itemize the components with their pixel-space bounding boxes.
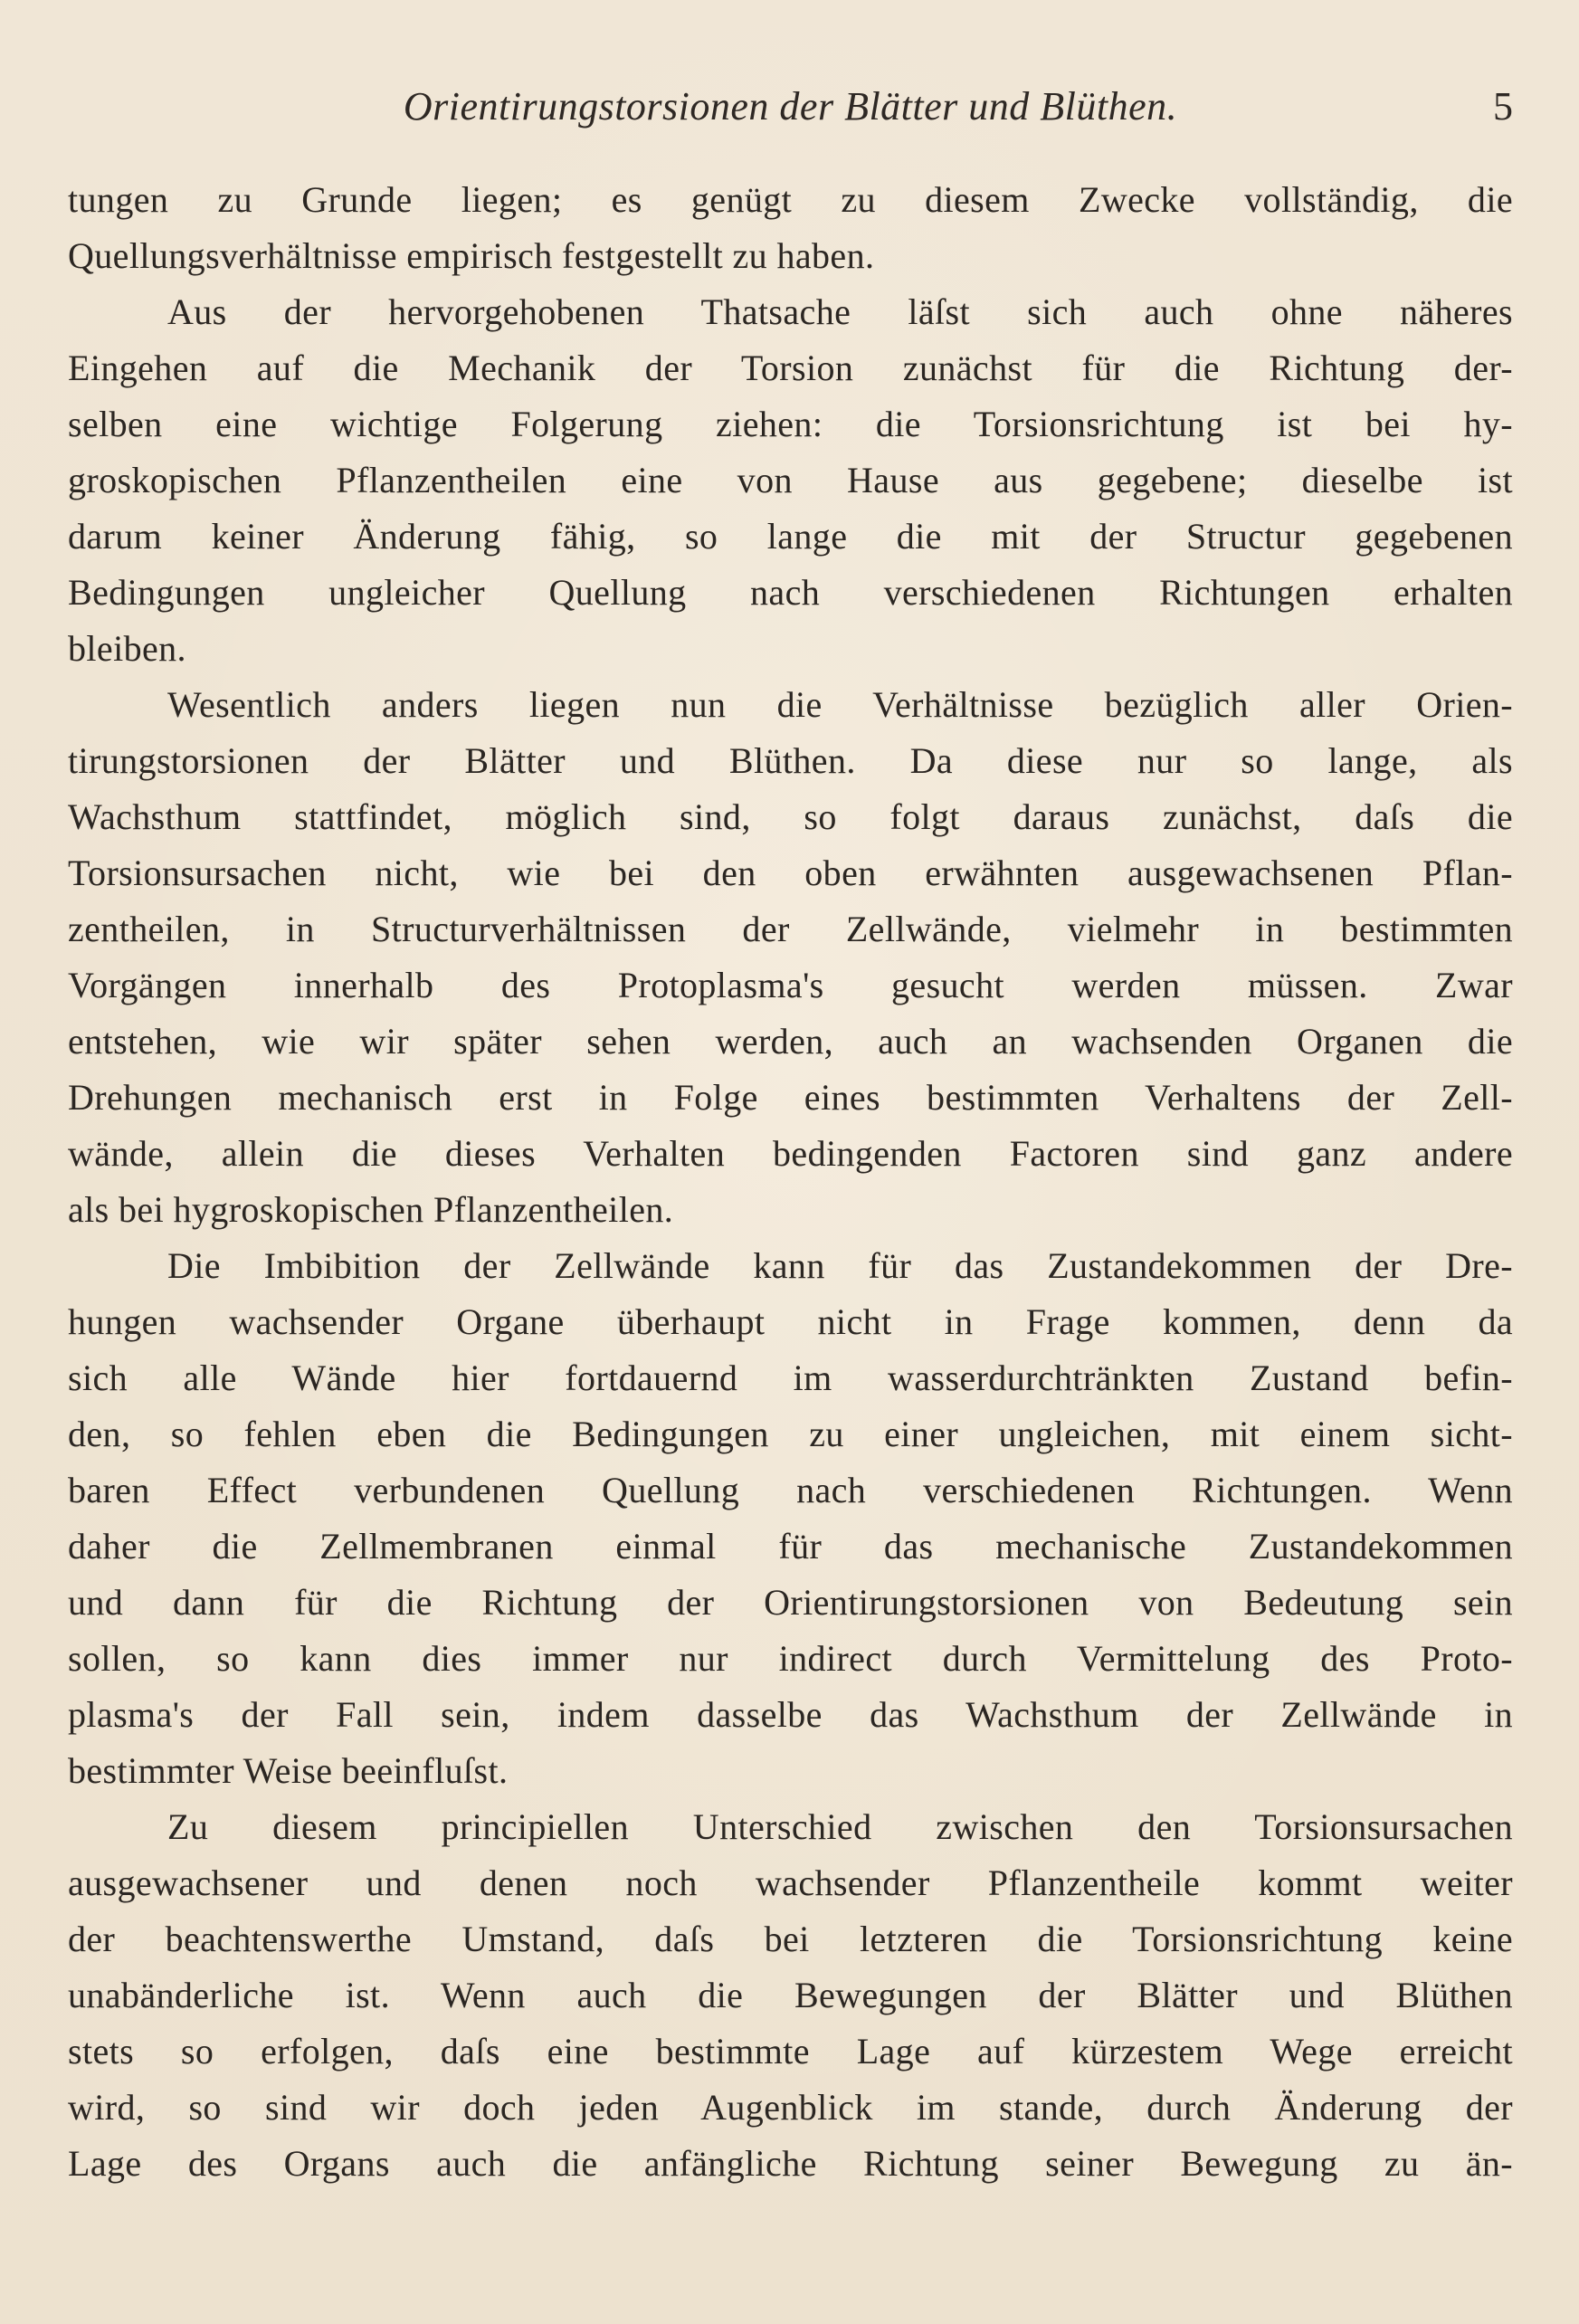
text-line: Die Imbibition der Zellwände kann für das Zustandekommen der Dre- bbox=[167, 1245, 1513, 1286]
page-header bbox=[68, 80, 1513, 134]
text-line: Lage des Organs auch die anfängliche Richtung seiner Bewegung zu än- bbox=[68, 2143, 1513, 2184]
text-line: tirungstorsionen der Blätter und Blüthen. Da diese nur so lange, als bbox=[68, 740, 1513, 781]
text-line: bleiben. bbox=[68, 628, 186, 669]
text-line: stets so erfolgen, daſs eine bestimmte Lage auf kürzestem Wege erreicht bbox=[68, 2031, 1513, 2072]
text-line: als bei hygroskopischen Pflanzentheilen. bbox=[68, 1189, 674, 1230]
text-line: darum keiner Änderung fähig, so lange die mit der Structur gegebenen bbox=[68, 516, 1513, 557]
text-line: plasma's der Fall sein, indem dasselbe das Wachsthum der Zellwände in bbox=[68, 1694, 1513, 1735]
text-line: Torsionsursachen nicht, wie bei den oben erwähnten ausgewachsenen Pflan- bbox=[68, 852, 1513, 893]
text-line: Quellungsverhältnisse empirisch festgestellt zu haben. bbox=[68, 235, 875, 276]
text-line: und dann für die Richtung der Orientirungstorsionen von Bedeutung sein bbox=[68, 1582, 1513, 1623]
running-title: Orientirungstorsionen der Blätter und Blüthen. bbox=[403, 84, 1178, 129]
text-line: ausgewachsener und denen noch wachsender Pflanzentheile kommt weiter bbox=[68, 1862, 1513, 1903]
text-line: baren Effect verbundenen Quellung nach verschiedenen Richtungen. Wenn bbox=[68, 1470, 1513, 1510]
text-line: zentheilen, in Structurverhältnissen der Zellwände, vielmehr in bestimmten bbox=[68, 909, 1513, 949]
text-line: Drehungen mechanisch erst in Folge eines bestimmten Verhaltens der Zell- bbox=[68, 1077, 1513, 1118]
text-line: wände, allein die dieses Verhalten bedingenden Factoren sind ganz andere bbox=[68, 1133, 1513, 1174]
page-number: 5 bbox=[1493, 84, 1513, 129]
text-line: wird, so sind wir doch jeden Augenblick im stande, durch Änderung der bbox=[68, 2087, 1513, 2128]
text-line: tungen zu Grunde liegen; es genügt zu diesem Zwecke vollständig, die bbox=[68, 179, 1513, 220]
text-line: daher die Zellmembranen einmal für das mechanische Zustandekommen bbox=[68, 1526, 1513, 1567]
text-line: Wesentlich anders liegen nun die Verhältnisse bezüglich aller Orien- bbox=[167, 684, 1513, 725]
body-text bbox=[68, 172, 1513, 2192]
text-line: Bedingungen ungleicher Quellung nach verschiedenen Richtungen erhalten bbox=[68, 572, 1513, 613]
text-line: bestimmter Weise beeinfluſst. bbox=[68, 1750, 509, 1791]
text-line: der beachtenswerthe Umstand, daſs bei letzteren die Torsionsrichtung keine bbox=[68, 1919, 1513, 1959]
text-line: Vorgängen innerhalb des Protoplasma's gesucht werden müssen. Zwar bbox=[68, 965, 1513, 1005]
text-line: Zu diesem principiellen Unterschied zwischen den Torsionsursachen bbox=[167, 1806, 1513, 1847]
text-line: unabänderliche ist. Wenn auch die Bewegungen der Blätter und Blüthen bbox=[68, 1975, 1513, 2015]
text-line: groskopischen Pflanzentheilen eine von Hause aus gegebene; dieselbe ist bbox=[68, 460, 1513, 500]
text-line: entstehen, wie wir später sehen werden, auch an wachsenden Organen die bbox=[68, 1021, 1513, 1062]
text-line: Eingehen auf die Mechanik der Torsion zunächst für die Richtung der- bbox=[68, 348, 1513, 388]
text-line: hungen wachsender Organe überhaupt nicht in Frage kommen, denn da bbox=[68, 1301, 1513, 1342]
text-line: den, so fehlen eben die Bedingungen zu einer ungleichen, mit einem sicht- bbox=[68, 1414, 1513, 1454]
text-line: sollen, so kann dies immer nur indirect durch Vermittelung des Proto- bbox=[68, 1638, 1513, 1679]
text-line: Aus der hervorgehobenen Thatsache läſst sich auch ohne näheres bbox=[167, 291, 1513, 332]
text-line: Wachsthum stattfindet, möglich sind, so folgt daraus zunächst, daſs die bbox=[68, 796, 1513, 837]
text-line: sich alle Wände hier fortdauernd im wasserdurchtränkten Zustand befin- bbox=[68, 1357, 1513, 1398]
text-line: selben eine wichtige Folgerung ziehen: die Torsionsrichtung ist bei hy- bbox=[68, 404, 1513, 444]
